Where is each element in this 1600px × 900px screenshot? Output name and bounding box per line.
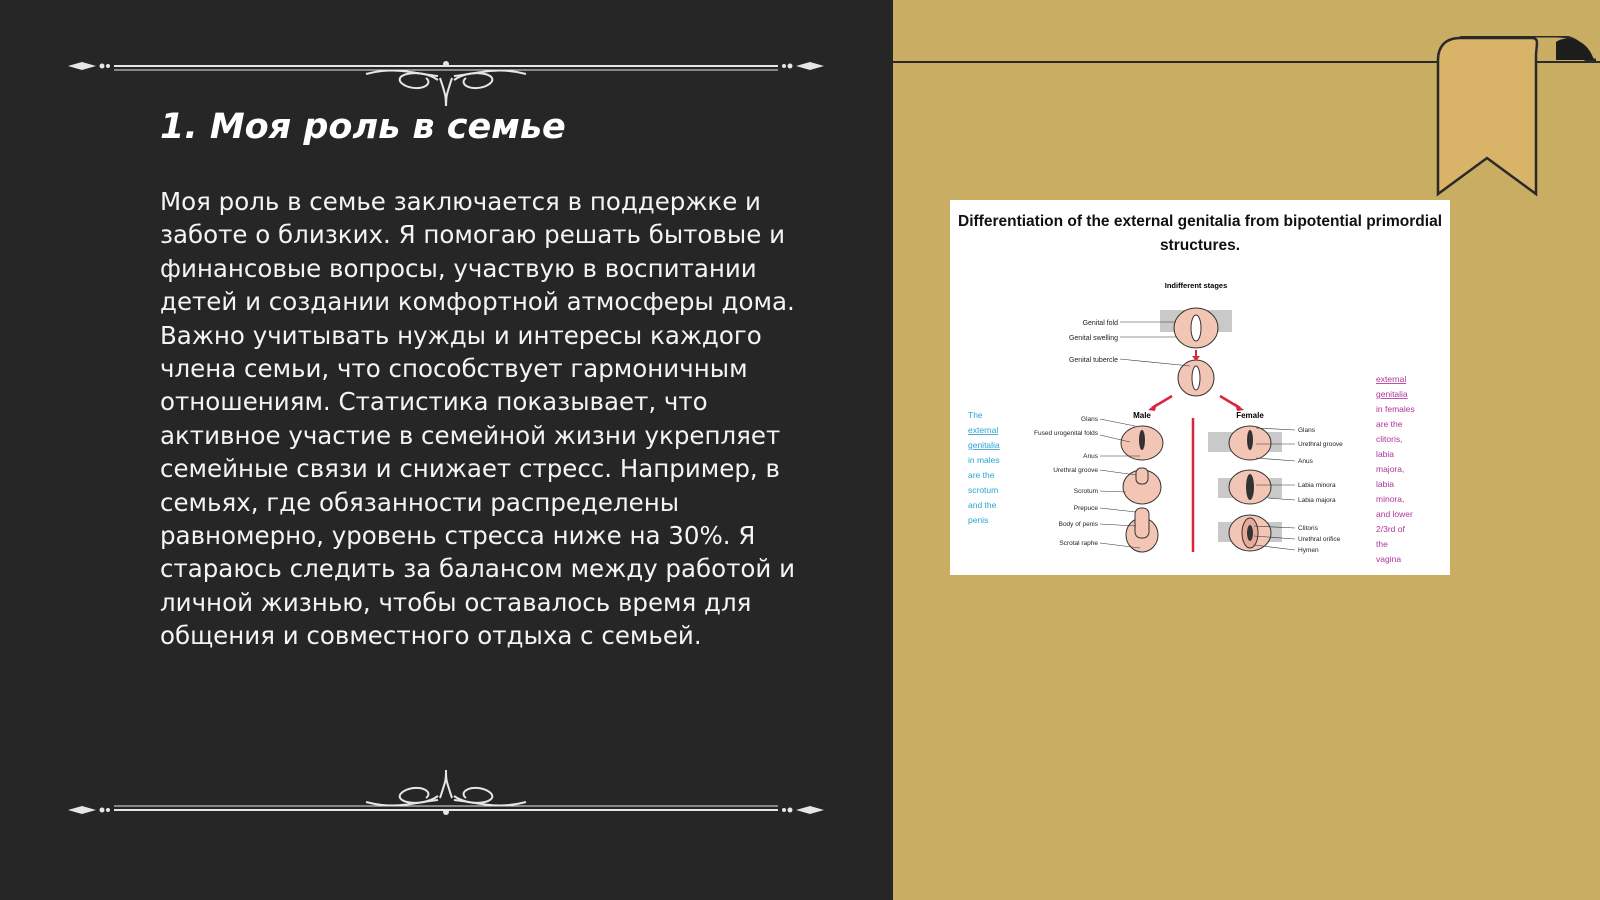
female-note-line: and lower [1376,509,1413,519]
male-note-line: and the [968,500,997,510]
male-note-line: scrotum [968,485,999,495]
female-note-line: vagina [1376,554,1402,564]
female-note-line: genitalia [1376,389,1408,399]
female-label-urethral-orifice: Urethral orifice [1298,536,1341,543]
female-note-line: majora, [1376,464,1405,474]
female-note-line: labia [1376,479,1394,489]
male-label-anus: Anus [1083,453,1098,460]
male-note-line: in males [968,455,1000,465]
male-label-fused-folds: Fused urogenital folds [1034,430,1098,437]
male-note [968,410,1000,525]
female-note-line: clitoris, [1376,434,1403,444]
female-note [1376,374,1415,564]
male-note-line: The [968,410,983,420]
female-label-labia-minora: Labia minora [1298,482,1336,489]
diagram-image [950,200,1450,575]
female-label-glans: Glans [1298,427,1315,434]
label-genital-fold: Genital fold [1082,320,1118,327]
label-genital-tubercle: Genital tubercle [1068,357,1118,364]
female-note-line: 2/3rd of [1376,524,1405,534]
male-label-body-of-penis: Body of penis [1058,521,1098,528]
male-header: Male [1133,411,1151,420]
male-label-scrotal-raphe: Scrotal raphe [1059,540,1098,547]
bookmark-ribbon-icon [1436,36,1596,201]
female-note-line: in females [1376,404,1415,414]
female-label-hymen: Hymen [1298,547,1319,554]
male-note-line: external [968,425,999,435]
male-label-glans: Glans [1081,416,1098,423]
male-label-prepuce: Prepuce [1073,505,1098,512]
female-label-urethral-groove: Urethral groove [1298,441,1343,448]
stage-header: Indifferent stages [1164,281,1228,290]
female-label-labia-majora: Labia majora [1298,497,1336,504]
female-note-line: the [1376,539,1388,549]
male-note-line: genitalia [968,440,1000,450]
label-genital-swelling: Genital swelling [1068,335,1118,342]
female-note-line: labia [1376,449,1394,459]
female-note-line: external [1376,374,1407,384]
top-ornament-icon [66,46,826,106]
female-label-anus: Anus [1298,458,1313,465]
female-note-line: minora, [1376,494,1405,504]
male-note-line: penis [968,515,989,525]
female-header: Female [1236,411,1264,420]
female-note-line: are the [1376,419,1403,429]
slide-title: 1. Моя роль в семье [160,107,566,147]
slide-body-text: Моя роль в семье заключается в поддержке и заботе о близких. Я помогаю решать бытовые и финансовые вопросы, участвую в воспитании детей и создании комфортной атмосферы дома. Важно учитывать нужды и интересы каждого члена семьи, что способствует гармоничным отношениям. Статистика показывает, что активное участие в семейной жизни укрепляет семейные связи и снижает стресс. Например, в семьях, где обязанности распределены равномерно, уровень стресса ниже на 30%. Я стараюсь следить за балансом между работой и личной жизнью, чтобы оставалось время для общения и совместного отдыха с семьей. [160,187,795,651]
bottom-ornament-icon [66,770,826,830]
male-note-line: are the [968,470,995,480]
figure-title: Differentiation of the external genitalia from bipotential primordial structures. [958,213,1442,254]
male-label-scrotum: Scrotum [1073,488,1098,495]
female-label-clitoris: Clitoris [1298,525,1318,532]
male-label-urethral-groove: Urethral groove [1053,467,1098,474]
